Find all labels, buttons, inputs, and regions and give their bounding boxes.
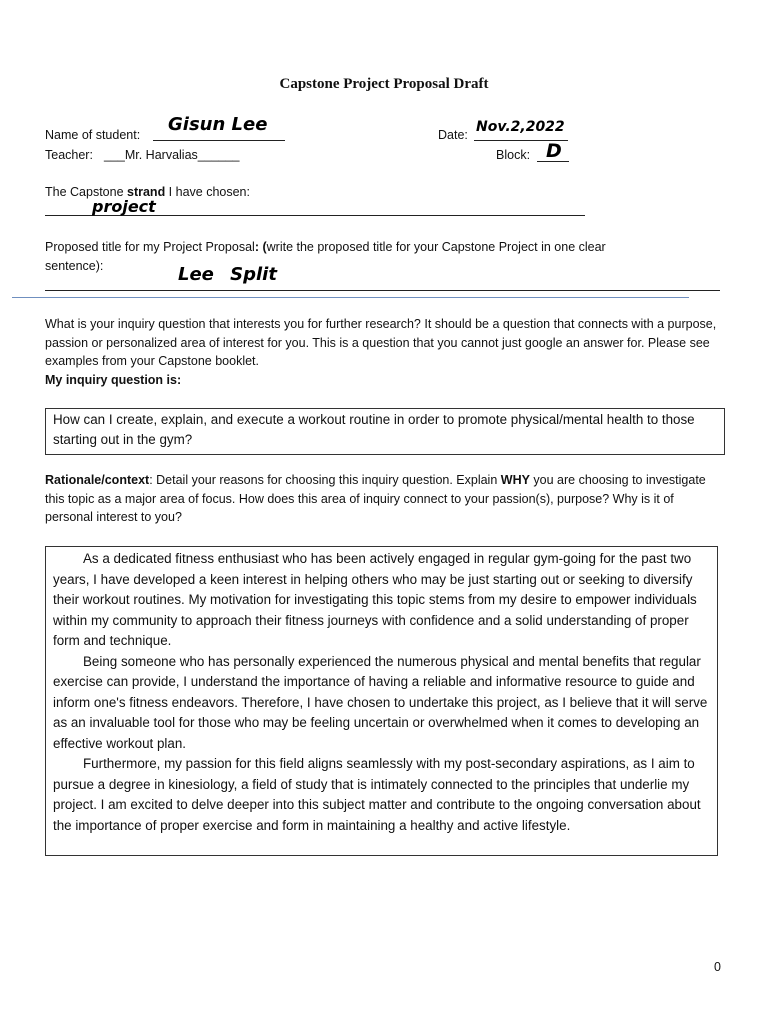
date-handwritten: Nov.2,2022 [476, 119, 565, 135]
document-title: Capstone Project Proposal Draft [279, 76, 489, 92]
teacher-value: ___Mr. Harvalias______ [104, 148, 240, 162]
date-label: Date: [438, 128, 468, 142]
page-number: 0 [714, 960, 721, 974]
block-label: Block: [496, 148, 531, 162]
inquiry-heading: My inquiry question is: [45, 373, 182, 387]
title-handwritten: Lee Split [178, 264, 277, 285]
name-handwritten: Gisun Lee [168, 114, 268, 135]
title-prompt: Proposed title for my Project Proposal: (write the proposed title for your Capstone Project in one clear sentence): [45, 240, 606, 273]
inquiry-prompt: What is your inquiry question that interests you for further research? It should be a question that connects with a purpose, passion or personalized area of interest for you. This is a question that you cannot just google an answer for. Please see examples from your Capstone booklet. [45, 317, 717, 368]
rationale-paragraph: Furthermore, my passion for this field aligns seamlessly with my post-secondary aspirations, as I aim to pursue a degree in kinesiology, a field of study that is intimately connected to the principles that underlie my project. I am excited to delve deeper into this subject matter and contribute to the ongoing conversation about the importance of proper exercise and form in maintaining a healthy and active lifestyle. [53, 756, 701, 833]
rationale-prompt: Rationale/context: Detail your reasons for choosing this inquiry question. Explain WHY you are choosing to investigate this topic as a major area of focus. How does this area of inquiry connect to your passion(s), purpose? Why is it of personal interest to you? [45, 473, 706, 524]
rationale-answer-box [45, 546, 718, 856]
name-underline [153, 140, 285, 141]
teacher-label: Teacher: [45, 148, 93, 162]
name-label: Name of student: [45, 128, 141, 142]
divider-line [12, 297, 689, 298]
title-underline [45, 290, 720, 291]
inquiry-answer: How can I create, explain, and execute a workout routine in order to promote physical/mental health to those starting out in the gym? [53, 412, 695, 447]
rationale-paragraph: As a dedicated fitness enthusiast who has been actively engaged in regular gym-going for the past two years, I have developed a keen interest in helping others who may be just starting out or seeking to diversify their workout routines. My motivation for investigating this topic stems from my desire to empower individuals within my community to approach their fitness journeys with confidence and a solid understanding of proper form and technique. [53, 551, 697, 648]
inquiry-answer-box [45, 408, 725, 455]
block-handwritten: D [546, 140, 562, 162]
strand-label: The Capstone strand I have chosen: [45, 185, 250, 199]
strand-handwritten: project [92, 197, 156, 216]
rationale-paragraph: Being someone who has personally experienced the numerous physical and mental benefits that regular exercise can provide, I understand the importance of having a reliable and informative resource to guide and inform one's fitness endeavors. Therefore, I have chosen to undertake this project, as I believe that it will serve as an invaluable tool for those who may be feeling uncertain or overwhelmed when it comes to developing an effective workout plan. [53, 653, 708, 751]
